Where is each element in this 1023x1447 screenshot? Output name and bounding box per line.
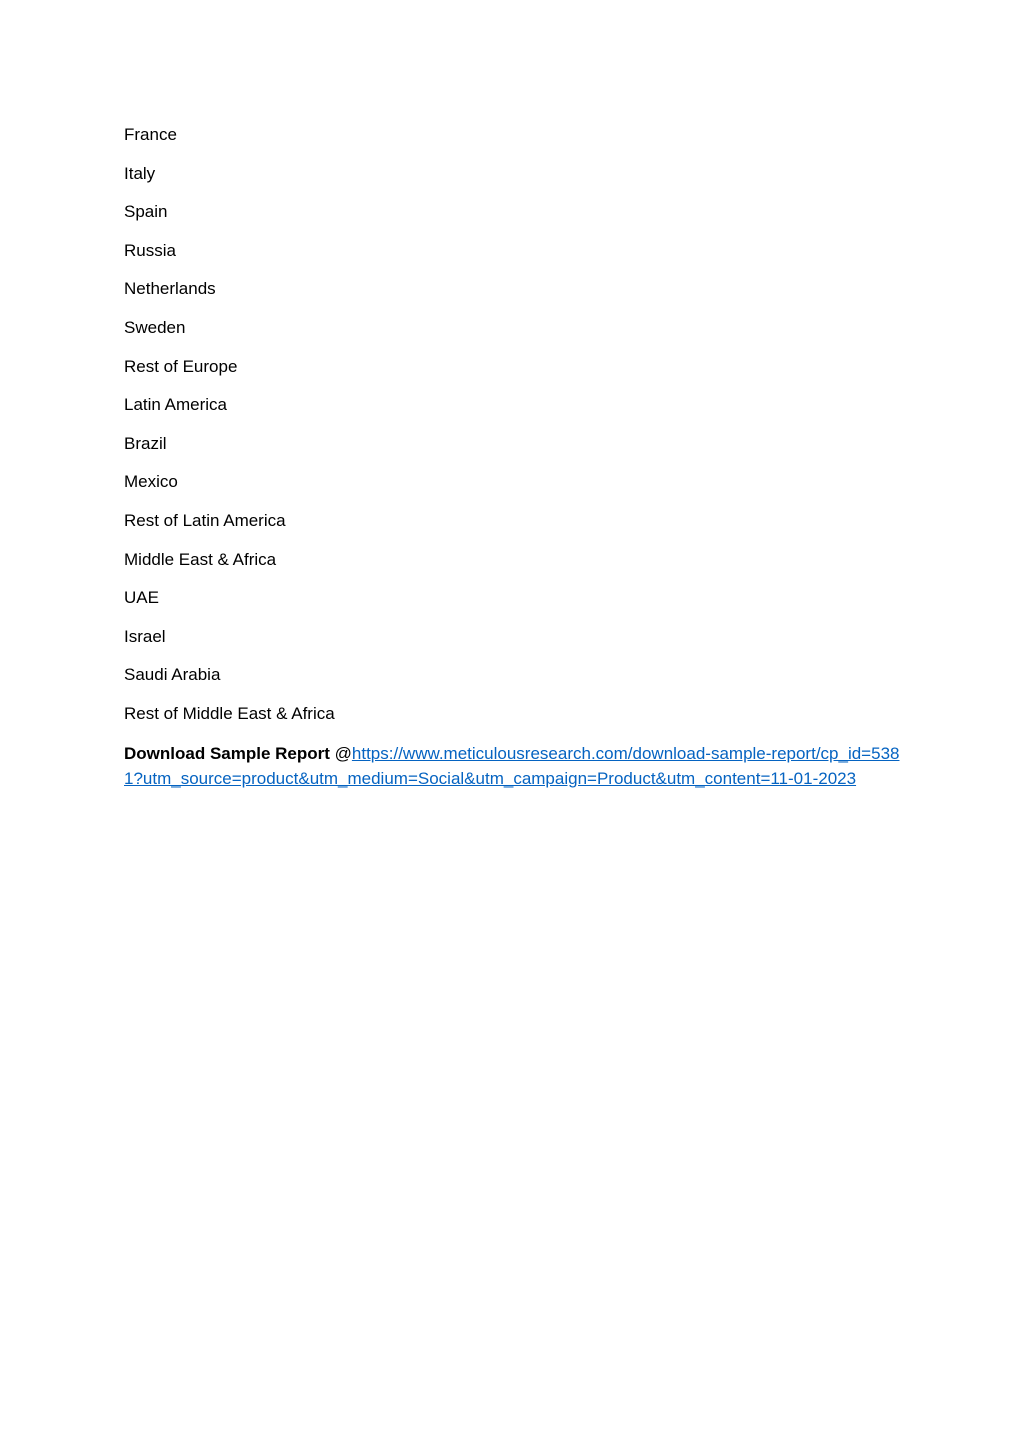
region-item: Israel xyxy=(124,626,166,646)
region-item: Sweden xyxy=(124,317,186,337)
region-item: Middle East & Africa xyxy=(124,549,277,569)
region-item: Mexico xyxy=(124,472,178,492)
region-item: Saudi Arabia xyxy=(124,665,221,685)
region-item: Rest of Latin America xyxy=(124,510,286,530)
region-item: France xyxy=(124,125,177,144)
region-item: Italy xyxy=(124,163,156,183)
region-list xyxy=(124,124,904,725)
region-item: Rest of Middle East & Africa xyxy=(124,703,335,723)
download-sample-label: Download Sample Report xyxy=(124,743,330,763)
region-item: UAE xyxy=(124,588,159,608)
region-item: Russia xyxy=(124,240,176,260)
region-item: Spain xyxy=(124,202,168,222)
region-item: Rest of Europe xyxy=(124,356,238,376)
page-content xyxy=(124,124,904,791)
region-item: Brazil xyxy=(124,433,167,453)
download-sample-paragraph xyxy=(124,741,904,791)
region-item: Latin America xyxy=(124,395,227,415)
region-item: Netherlands xyxy=(124,279,216,299)
at-sign: @ xyxy=(329,743,352,763)
download-sample-link[interactable]: https://www.meticulousresearch.com/download-sample-report/cp_id=5381?utm_source=product&utm_medium=Social&utm_campaign=Product&utm_content=11-01-2023 xyxy=(124,743,900,788)
